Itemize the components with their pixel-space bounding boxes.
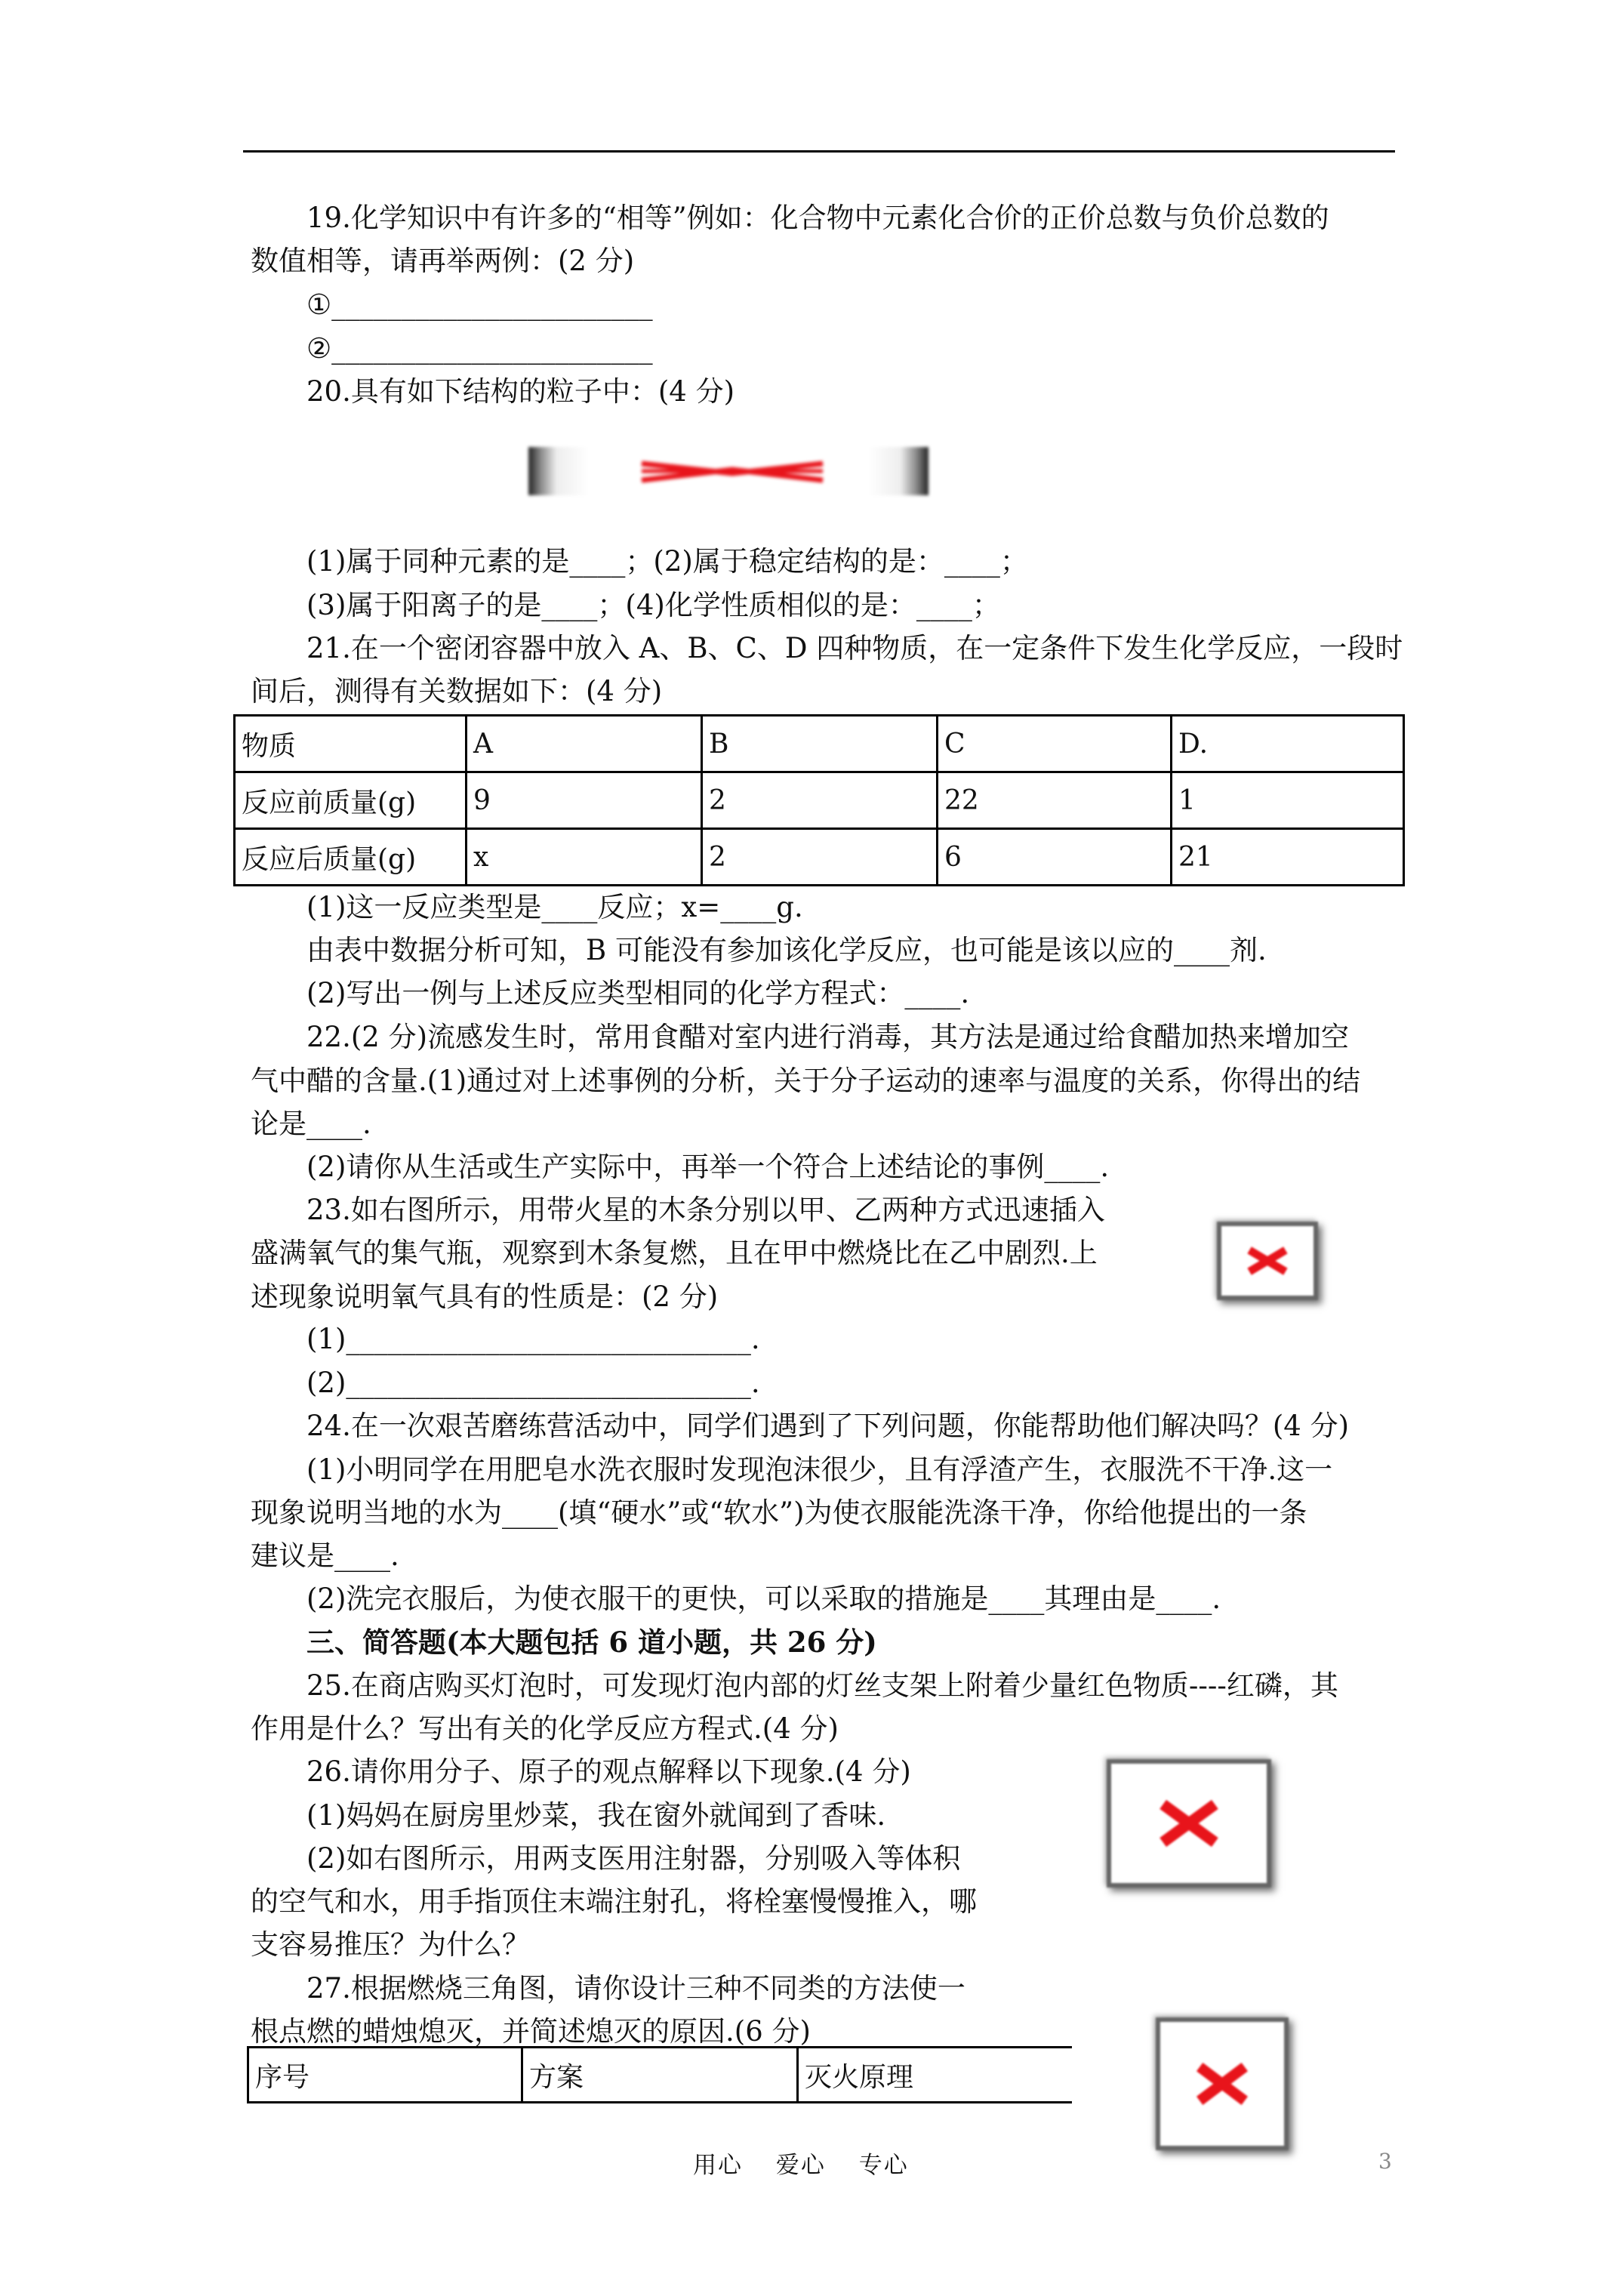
table-cell: x bbox=[467, 829, 702, 886]
table-cell: 方案 bbox=[522, 2048, 798, 2103]
table-cell: 21 bbox=[1172, 829, 1404, 886]
q23-blank-1: (1)_____________________________. bbox=[306, 1323, 760, 1355]
table-cell: 物质 bbox=[235, 716, 467, 772]
q26-line2: (1)妈妈在厨房里炒菜，我在窗外就闻到了香味. bbox=[306, 1799, 886, 1832]
q19-blank-1: ①_______________________ bbox=[306, 288, 653, 321]
table-row bbox=[248, 2048, 1073, 2103]
q21-line2: 间后，测得有关数据如下：(4 分) bbox=[251, 675, 663, 707]
table-cell: 1 bbox=[1172, 772, 1404, 829]
q22-line2: 气中醋的含量.(1)通过对上述事例的分析，关于分子运动的速率与温度的关系，你得出的结 bbox=[251, 1065, 1361, 1097]
table-row bbox=[235, 829, 1404, 886]
table-cell: A bbox=[467, 716, 702, 772]
q21-sub-2: 由表中数据分析可知，B 可能没有参加该化学反应，也可能是该以应的____剂. bbox=[306, 934, 1267, 966]
table-cell: B bbox=[702, 716, 938, 772]
q23-line3: 述现象说明氧气具有的性质是：(2 分) bbox=[251, 1281, 719, 1313]
q23-blank-2: (2)_____________________________. bbox=[306, 1367, 760, 1399]
broken-image-icon bbox=[1156, 2017, 1289, 2150]
table-cell: 9 bbox=[467, 772, 702, 829]
q22-line1: 22.(2 分)流感发生时，常用食醋对室内进行消毒，其方法是通过给食醋加热来增加空 bbox=[306, 1021, 1350, 1053]
broken-image-icon bbox=[1107, 1759, 1271, 1888]
q19-blank-2: ②_______________________ bbox=[306, 332, 653, 365]
table-row bbox=[235, 772, 1404, 829]
q23-line2: 盛满氧气的集气瓶，观察到木条复燃，且在甲中燃烧比在乙中剧烈.上 bbox=[251, 1237, 1098, 1269]
table-cell: C bbox=[938, 716, 1172, 772]
q24-line1: 24.在一次艰苦磨练营活动中，同学们遇到了下列问题，你能帮助他们解决吗？(4 分) bbox=[306, 1410, 1350, 1442]
q22-line4: (2)请你从生活或生产实际中，再举一个符合上述结论的事例____. bbox=[306, 1151, 1110, 1183]
section-3-heading: 三、简答题(本大题包括 6 道小题，共 26 分) bbox=[306, 1626, 877, 1659]
table-cell: 6 bbox=[938, 829, 1172, 886]
footer-motto bbox=[693, 2146, 933, 2180]
broken-image-icon bbox=[1217, 1222, 1318, 1300]
q20-line: 20.具有如下结构的粒子中：(4 分) bbox=[306, 375, 735, 408]
table-cell: 22 bbox=[938, 772, 1172, 829]
table-cell: 灭火原理 bbox=[798, 2048, 1073, 2103]
q26-line1: 26.请你用分子、原子的观点解释以下现象.(4 分) bbox=[306, 1755, 911, 1788]
q21-sub-1: (1)这一反应类型是____反应；x=____g. bbox=[306, 891, 803, 923]
q26-line4: 的空气和水，用手指顶住末端注射孔，将栓塞慢慢推入，哪 bbox=[251, 1885, 977, 1918]
q24-line4: 建议是____. bbox=[251, 1539, 399, 1572]
q21-line1: 21.在一个密闭容器中放入 A、B、C、D 四种物质，在一定条件下发生化学反应，一段时 bbox=[306, 632, 1403, 664]
table-row bbox=[235, 716, 1404, 772]
footer-word: 用心 bbox=[693, 2152, 743, 2179]
table-cell: 序号 bbox=[248, 2048, 522, 2103]
q25-line2: 作用是什么？写出有关的化学反应方程式.(4 分) bbox=[251, 1712, 839, 1745]
q27-line2: 根点燃的蜡烛熄灭，并简述熄灭的原因.(6 分) bbox=[251, 2015, 811, 2048]
q20-sub-2: (3)属于阳离子的是____；(4)化学性质相似的是：____； bbox=[306, 589, 1000, 621]
footer-word: 专心 bbox=[858, 2152, 909, 2179]
table-cell: 2 bbox=[702, 772, 938, 829]
header-rule bbox=[243, 150, 1395, 153]
q19-line2: 数值相等，请再举两例：(2 分) bbox=[251, 245, 635, 277]
q24-line3: 现象说明当地的水为____(填“硬水”或“软水”)为使衣服能洗涤干净，你给他提出的一条 bbox=[251, 1496, 1307, 1529]
particle-structure-image bbox=[528, 447, 929, 495]
page-number: 3 bbox=[1378, 2149, 1392, 2174]
fire-extinguish-table bbox=[247, 2046, 1072, 2103]
q19-line1: 19.化学知识中有许多的“相等”例如：化合物中元素化合价的正价总数与负价总数的 bbox=[306, 202, 1329, 234]
q24-line2: (1)小明同学在用肥皂水洗衣服时发现泡沫很少，且有浮渣产生，衣服洗不干净.这一 bbox=[306, 1453, 1333, 1486]
q25-line1: 25.在商店购买灯泡时，可发现灯泡内部的灯丝支架上附着少量红色物质----红磷，其 bbox=[306, 1669, 1338, 1702]
q26-line3: (2)如右图所示，用两支医用注射器，分别吸入等体积 bbox=[306, 1842, 961, 1875]
q22-line3: 论是____. bbox=[251, 1108, 371, 1140]
q26-line5: 支容易推压？为什么？ bbox=[251, 1928, 530, 1961]
q27-line1: 27.根据燃烧三角图，请你设计三种不同类的方法使一 bbox=[306, 1972, 965, 2005]
table-cell: 反应前质量(g) bbox=[235, 772, 467, 829]
table-cell: 反应后质量(g) bbox=[235, 829, 467, 886]
footer-word: 爱心 bbox=[775, 2152, 826, 2179]
q20-sub-1: (1)属于同种元素的是____；(2)属于稳定结构的是：____； bbox=[306, 545, 1028, 578]
table-cell: 2 bbox=[702, 829, 938, 886]
q21-sub-3: (2)写出一例与上述反应类型相同的化学方程式：____. bbox=[306, 977, 970, 1009]
q23-line1: 23.如右图所示，用带火星的木条分别以甲、乙两种方式迅速插入 bbox=[306, 1194, 1105, 1226]
q24-line5: (2)洗完衣服后，为使衣服干的更快，可以采取的措施是____其理由是____. bbox=[306, 1583, 1221, 1615]
reaction-data-table bbox=[233, 714, 1405, 886]
table-cell: D. bbox=[1172, 716, 1404, 772]
